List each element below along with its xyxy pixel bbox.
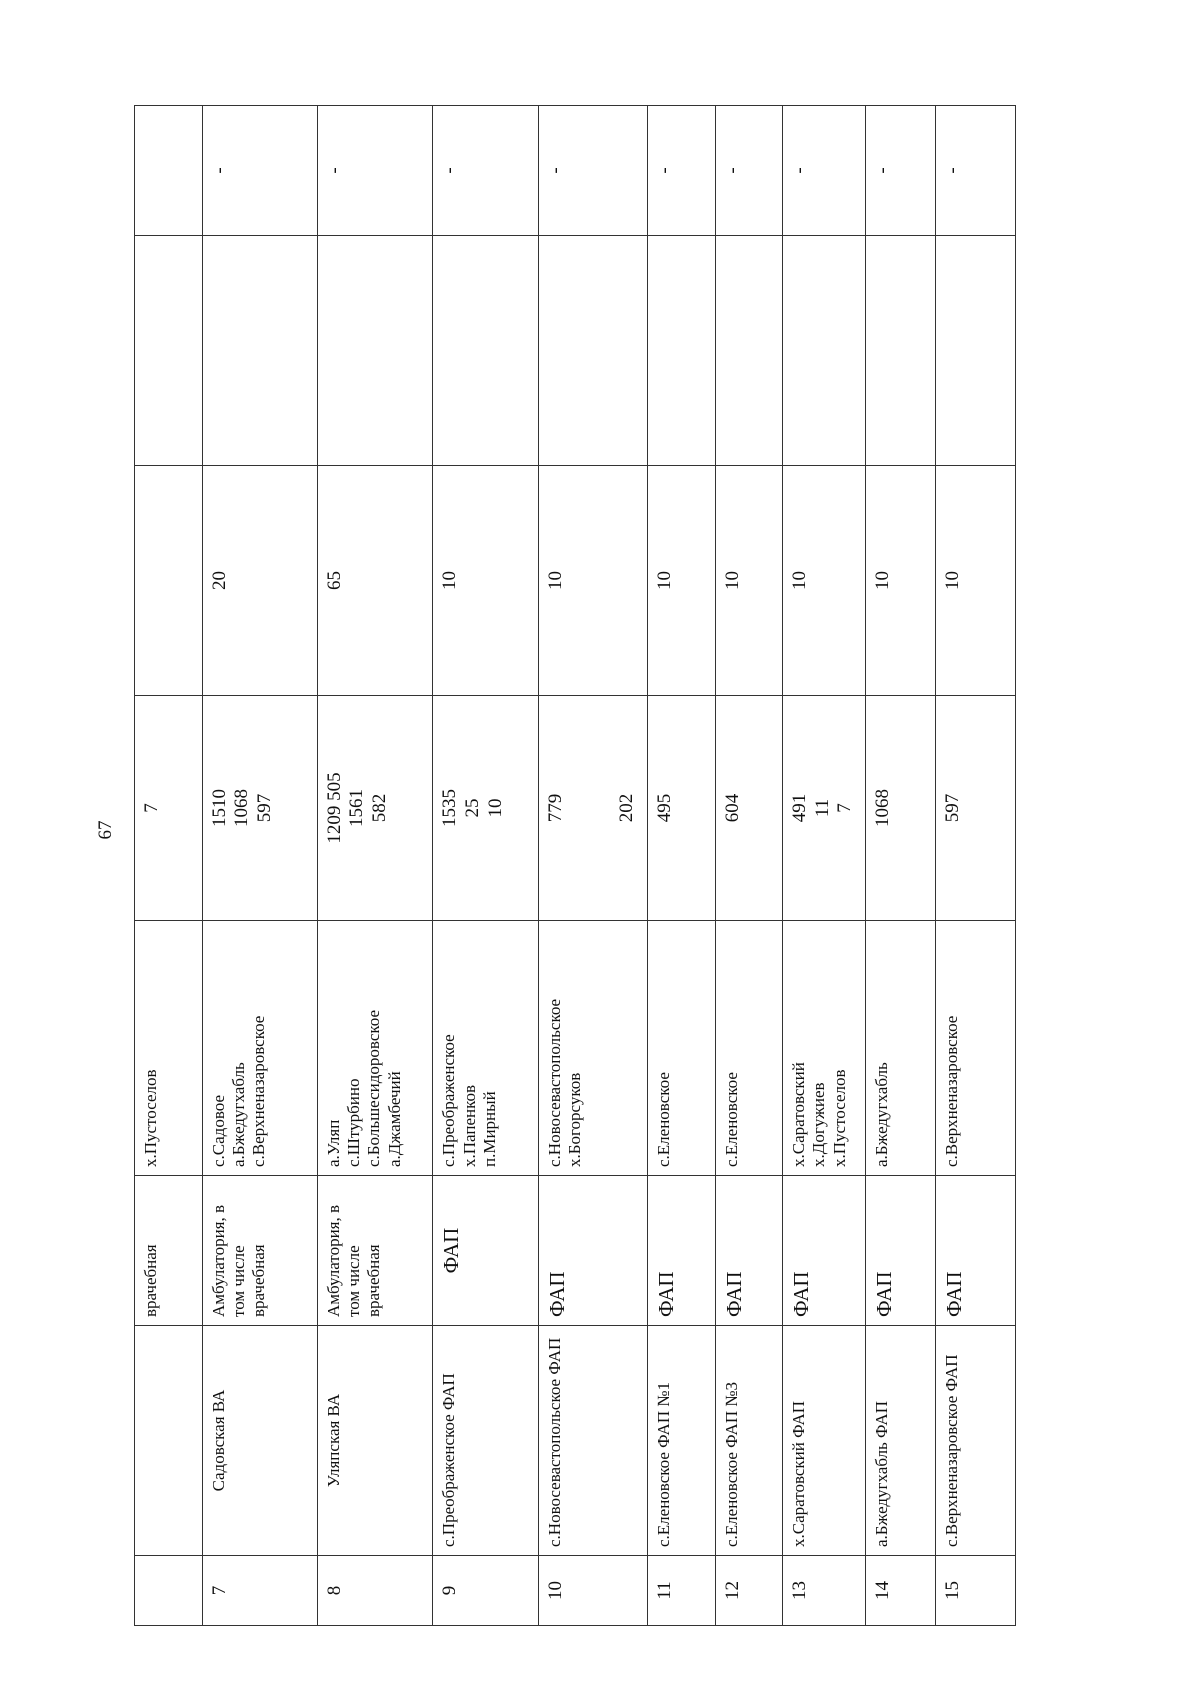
settlement-item: с.Штурбино [343, 1078, 363, 1167]
population-item: 1535 [439, 789, 461, 827]
cell-no: 9 [433, 1556, 539, 1626]
cell-no [135, 1556, 203, 1626]
settlement-item: х.Пустоселов [141, 1069, 160, 1167]
settlement-item: х.Богорсуков [565, 1072, 585, 1167]
cell-settlements [317, 921, 433, 1176]
cell-population [648, 696, 716, 921]
population-item: 1209 505 [323, 772, 345, 844]
cell-name: с.Еленовское ФАП №3 [716, 1326, 783, 1556]
settlement-item: с.Большесидоровское [364, 1009, 384, 1167]
table-row-continuation [135, 106, 203, 1626]
cell-population [202, 696, 317, 921]
cell-population [866, 696, 936, 921]
cell-col8: - [202, 106, 317, 236]
cell-col6: 10 [539, 466, 648, 696]
cell-col6: 10 [648, 466, 716, 696]
settlement-item: а.Джамбечий [384, 1071, 404, 1167]
cell-col7 [782, 236, 865, 466]
cell-name: Садовская ВА [202, 1326, 317, 1556]
cell-col8: - [866, 106, 936, 236]
cell-col8: - [648, 106, 716, 236]
population-item: 7 [834, 803, 856, 813]
population-item: 7 [141, 803, 162, 813]
cell-settlements [782, 921, 865, 1176]
cell-no: 14 [866, 1556, 936, 1626]
cell-col8 [135, 106, 203, 236]
settlement-item: а.Бжедугхабль [229, 1062, 249, 1167]
cell-col6: 20 [202, 466, 317, 696]
cell-name: с.Новосевастопольское ФАП [539, 1326, 648, 1556]
cell-settlements [866, 921, 936, 1176]
cell-no: 8 [317, 1556, 433, 1626]
cell-col7 [135, 236, 203, 466]
cell-col7 [433, 236, 539, 466]
table-row [782, 106, 865, 1626]
cell-settlements [135, 921, 203, 1176]
cell-col6: 10 [433, 466, 539, 696]
population-item: 202 [615, 793, 637, 823]
cell-settlements [935, 921, 1015, 1176]
cell-col8: - [716, 106, 783, 236]
page-number: 67 [95, 820, 116, 840]
cell-settlements [202, 921, 317, 1176]
cell-col7 [317, 236, 433, 466]
cell-name: с.Еленовское ФАП №1 [648, 1326, 716, 1556]
cell-no: 13 [782, 1556, 865, 1626]
population-item: 495 [654, 793, 676, 823]
cell-name [135, 1326, 203, 1556]
cell-type: ФАП [782, 1176, 865, 1326]
cell-population [935, 696, 1015, 921]
cell-col7 [202, 236, 317, 466]
settlement-item: с.Верхненазаровское [941, 1015, 961, 1167]
cell-col7 [935, 236, 1015, 466]
settlement-item: с.Новосевастопольское [545, 998, 565, 1167]
cell-col6: 10 [782, 466, 865, 696]
cell-name: с.Верхненазаровское ФАП [935, 1326, 1015, 1556]
cell-no: 7 [202, 1556, 317, 1626]
table-row [539, 106, 648, 1626]
cell-no: 10 [539, 1556, 648, 1626]
cell-settlements [716, 921, 783, 1176]
table-row [866, 106, 936, 1626]
cell-type: Амбулатория, в том числе врачебная [202, 1176, 317, 1326]
settlement-item: п.Мирный [480, 1091, 500, 1167]
cell-type: ФАП [539, 1176, 648, 1326]
cell-col8: - [317, 106, 433, 236]
cell-settlements [539, 921, 648, 1176]
cell-population [716, 696, 783, 921]
cell-settlements [433, 921, 539, 1176]
population-item: 597 [254, 793, 276, 823]
population-item [568, 704, 616, 912]
population-item: 582 [369, 793, 391, 823]
settlement-item: а.Бжедугхабль [872, 1062, 892, 1167]
population-item: 25 [462, 798, 484, 818]
cell-col8: - [433, 106, 539, 236]
population-item: 597 [941, 793, 963, 823]
settlement-item: с.Еленовское [722, 1072, 742, 1167]
cell-col7 [866, 236, 936, 466]
cell-settlements [648, 921, 716, 1176]
population-item: 11 [811, 798, 833, 818]
population-item: 10 [485, 798, 507, 818]
population-item: 1068 [872, 789, 894, 827]
cell-type: ФАП [935, 1176, 1015, 1326]
population-item: 1068 [231, 789, 253, 827]
cell-name: а.Бжедугхабль ФАП [866, 1326, 936, 1556]
settlement-item: с.Садовое [208, 1095, 228, 1167]
cell-no: 11 [648, 1556, 716, 1626]
cell-population [433, 696, 539, 921]
table-row [317, 106, 433, 1626]
cell-col6: 10 [866, 466, 936, 696]
cell-type: ФАП [648, 1176, 716, 1326]
table-row [935, 106, 1015, 1626]
facilities-table [134, 105, 1016, 1626]
cell-col7 [648, 236, 716, 466]
table-row [716, 106, 783, 1626]
population-item: 1510 [208, 789, 230, 827]
cell-col6: 65 [317, 466, 433, 696]
cell-no: 12 [716, 1556, 783, 1626]
cell-population [782, 696, 865, 921]
settlement-item: х.Догужиев [809, 1082, 829, 1167]
table-row [433, 106, 539, 1626]
table-body [135, 106, 1016, 1626]
cell-name: х.Саратовский ФАП [782, 1326, 865, 1556]
cell-type: Амбулатория, в том числе врачебная [317, 1176, 433, 1326]
table-row [202, 106, 317, 1626]
cell-no: 15 [935, 1556, 1015, 1626]
cell-name: с.Преображенское ФАП [433, 1326, 539, 1556]
population-item: 491 [788, 793, 810, 823]
cell-col6: 10 [716, 466, 783, 696]
cell-population [317, 696, 433, 921]
cell-col7 [716, 236, 783, 466]
cell-type: ФАП [716, 1176, 783, 1326]
cell-col8: - [935, 106, 1015, 236]
cell-col7 [539, 236, 648, 466]
population-item: 779 [545, 793, 567, 823]
settlement-item: х.Пустоселов [829, 1069, 849, 1167]
cell-col8: - [782, 106, 865, 236]
cell-population [539, 696, 648, 921]
cell-col8: - [539, 106, 648, 236]
cell-type: врачебная [135, 1176, 203, 1326]
cell-population [135, 696, 203, 921]
cell-type: ФАП [866, 1176, 936, 1326]
settlement-item: х.Папенков [459, 1084, 479, 1167]
settlement-item: с.Еленовское [654, 1072, 674, 1167]
settlement-item: с.Преображенское [439, 1034, 459, 1167]
population-item: 604 [722, 793, 744, 823]
cell-name: Уляпская ВА [317, 1326, 433, 1556]
population-item: 1561 [346, 789, 368, 827]
settlement-item: с.Верхненазаровское [249, 1015, 269, 1167]
rotated-table-wrapper [134, 106, 1016, 1626]
cell-col6 [135, 466, 203, 696]
table-row [648, 106, 716, 1626]
settlement-item: а.Уляп [323, 1119, 343, 1167]
cell-type: ФАП [433, 1176, 539, 1326]
cell-col6: 10 [935, 466, 1015, 696]
settlement-item: х.Саратовский [788, 1062, 808, 1167]
